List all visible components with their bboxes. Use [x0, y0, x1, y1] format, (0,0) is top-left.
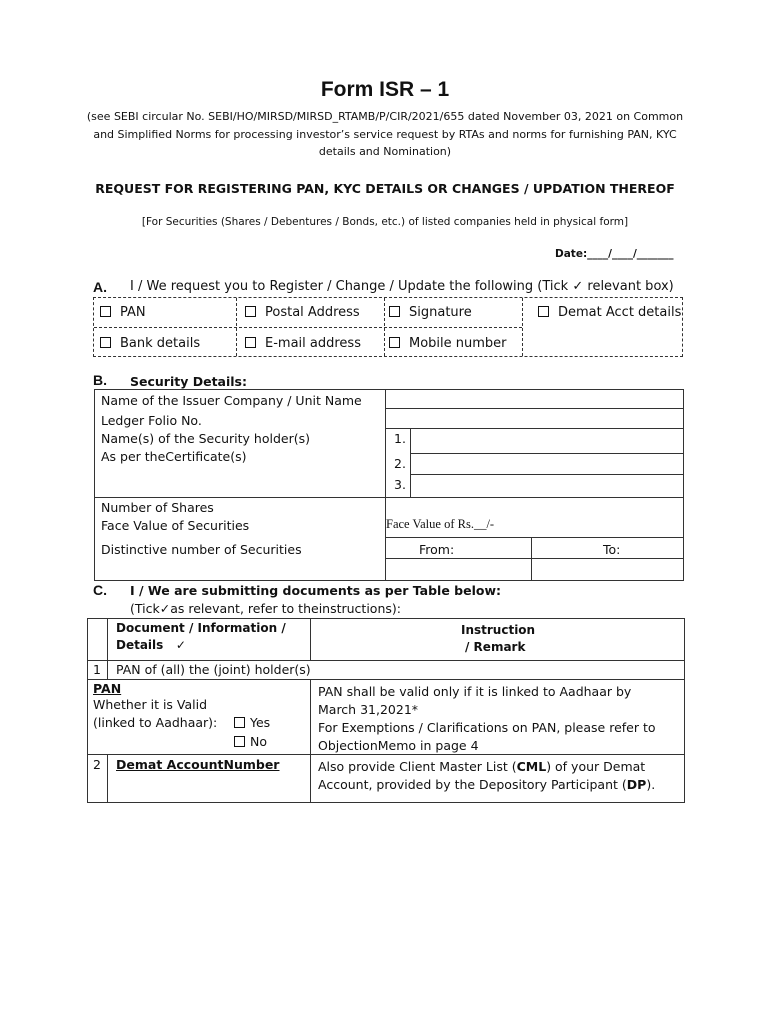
option-mobile-number-label: Mobile number	[409, 336, 507, 351]
row-1-text: PAN of (all) the (joint) holder(s)	[116, 662, 311, 677]
section-c-subheading	[130, 601, 401, 616]
distinctive-number-label: Distinctive number of Securities	[101, 542, 302, 557]
row-2-instr2-c: ).	[646, 777, 656, 792]
section-a-text-before: I / We request you to Register / Change / Update the following (Tick	[130, 279, 569, 294]
option-postal-address[interactable]	[245, 305, 360, 320]
checkbox-icon	[245, 337, 256, 348]
circular-line-2: and Simplified Norms for processing investor’s service request by RTAs and norms for furnishing PAN, KYC	[93, 127, 677, 141]
tick-icon: ✓	[572, 279, 584, 294]
issuer-name-label: Name of the Issuer Company / Unit Name	[101, 393, 362, 408]
pan-yes-option[interactable]	[234, 715, 270, 730]
checkbox-icon	[245, 306, 256, 317]
row-2-instr1-c: ) of your Demat	[546, 759, 646, 774]
pan-instruction-2: March 31,2021*	[318, 702, 419, 717]
securities-note: [For Securities (Shares / Debentures / Bonds, etc.) of listed companies held in physical form]	[141, 216, 629, 228]
row-2-instr1-b: CML	[516, 759, 547, 774]
row-2-instr2-b: DP	[626, 777, 647, 792]
form-title: Form ISR – 1	[320, 78, 450, 101]
face-value-entry[interactable]: Face Value of Rs.__/-	[386, 517, 495, 531]
section-c-heading: I / We are submitting documents as per Table below:	[130, 583, 501, 598]
pan-instruction-3: For Exemptions / Clarifications on PAN, please refer to	[318, 720, 656, 735]
section-c-sub-before: (Tick	[130, 601, 160, 616]
to-label: To:	[603, 542, 621, 557]
checkbox-icon	[234, 717, 245, 728]
section-b-letter: B.	[93, 372, 107, 388]
holder-2-number: 2.	[394, 456, 406, 471]
row-2-instr2-a: Account, provided by the Depository Participant (	[318, 777, 627, 792]
option-pan[interactable]	[100, 305, 146, 320]
option-postal-address-label: Postal Address	[265, 305, 360, 320]
section-a-text-after: relevant box)	[587, 279, 674, 294]
option-mobile-number[interactable]	[389, 336, 507, 351]
pan-title: PAN	[93, 681, 122, 696]
row-2-number: 2	[93, 757, 101, 772]
pan-instruction-4: ObjectionMemo in page 4	[318, 738, 479, 753]
section-c-letter: C.	[93, 582, 107, 598]
row-1-number: 1	[93, 662, 101, 677]
option-demat-acct-label: Demat Acct details	[558, 305, 682, 320]
holder-1-number: 1.	[394, 431, 406, 446]
checkbox-icon	[100, 337, 111, 348]
pan-no-label: No	[250, 734, 267, 749]
request-title: REQUEST FOR REGISTERING PAN, KYC DETAILS OR CHANGES / UPDATION THEREOF	[95, 181, 675, 196]
option-pan-label: PAN	[120, 305, 146, 320]
option-signature[interactable]	[389, 305, 472, 320]
checkbox-icon	[538, 306, 549, 317]
from-label: From:	[419, 542, 455, 557]
col-details-text: Details	[116, 638, 164, 652]
row-2-instr1-a: Also provide Client Master List (	[318, 759, 517, 774]
option-bank-details-label: Bank details	[120, 336, 201, 351]
col-document-header: Document / Information /	[116, 621, 286, 635]
row-2-instruction-2	[318, 777, 655, 792]
pan-no-option[interactable]	[234, 734, 267, 749]
face-value-label: Face Value of Securities	[101, 518, 250, 533]
section-c-sub-after: as relevant, refer to theinstructions):	[170, 601, 401, 616]
circular-line-3: details and Nomination)	[318, 145, 452, 158]
tick-icon: ✓	[159, 601, 171, 616]
pan-valid-label: Whether it is Valid	[93, 697, 208, 712]
row-2-instruction-1	[318, 759, 645, 774]
pan-yes-label: Yes	[250, 715, 271, 730]
option-demat-acct[interactable]	[538, 305, 681, 320]
holder-3-number: 3.	[394, 477, 406, 492]
option-bank-details[interactable]	[100, 336, 200, 351]
option-email-address[interactable]	[245, 336, 361, 351]
circular-reference	[80, 108, 690, 161]
checkbox-icon	[389, 306, 400, 317]
tick-icon: ✓	[175, 638, 186, 652]
holders-certificate-label: As per theCertificate(s)	[101, 449, 247, 464]
section-b-heading: Security Details:	[130, 374, 247, 389]
pan-instruction-1: PAN shall be valid only if it is linked to Aadhaar by	[318, 684, 632, 699]
col-remark-header: / Remark	[465, 640, 526, 654]
checkbox-icon	[234, 736, 245, 747]
section-a-instruction	[130, 279, 674, 294]
checkbox-icon	[389, 337, 400, 348]
holders-label: Name(s) of the Security holder(s)	[101, 431, 311, 446]
col-document-details	[116, 638, 186, 652]
row-2-text: Demat AccountNumber	[116, 757, 280, 772]
circular-line-1: (see SEBI circular No. SEBI/HO/MIRSD/MIRSD_RTAMB/P/CIR/2021/655 dated November 03, 2021 on Common	[86, 110, 684, 123]
ledger-folio-label: Ledger Folio No.	[101, 413, 202, 428]
option-signature-label: Signature	[409, 305, 472, 320]
option-email-address-label: E-mail address	[265, 336, 361, 351]
section-a-letter: A.	[93, 279, 107, 295]
pan-aadhaar-label: (linked to Aadhaar):	[93, 715, 218, 730]
date-field[interactable]: Date:____/____/_______	[555, 248, 674, 260]
number-of-shares-label: Number of Shares	[101, 500, 214, 515]
col-instruction-header: Instruction	[461, 623, 536, 637]
checkbox-icon	[100, 306, 111, 317]
